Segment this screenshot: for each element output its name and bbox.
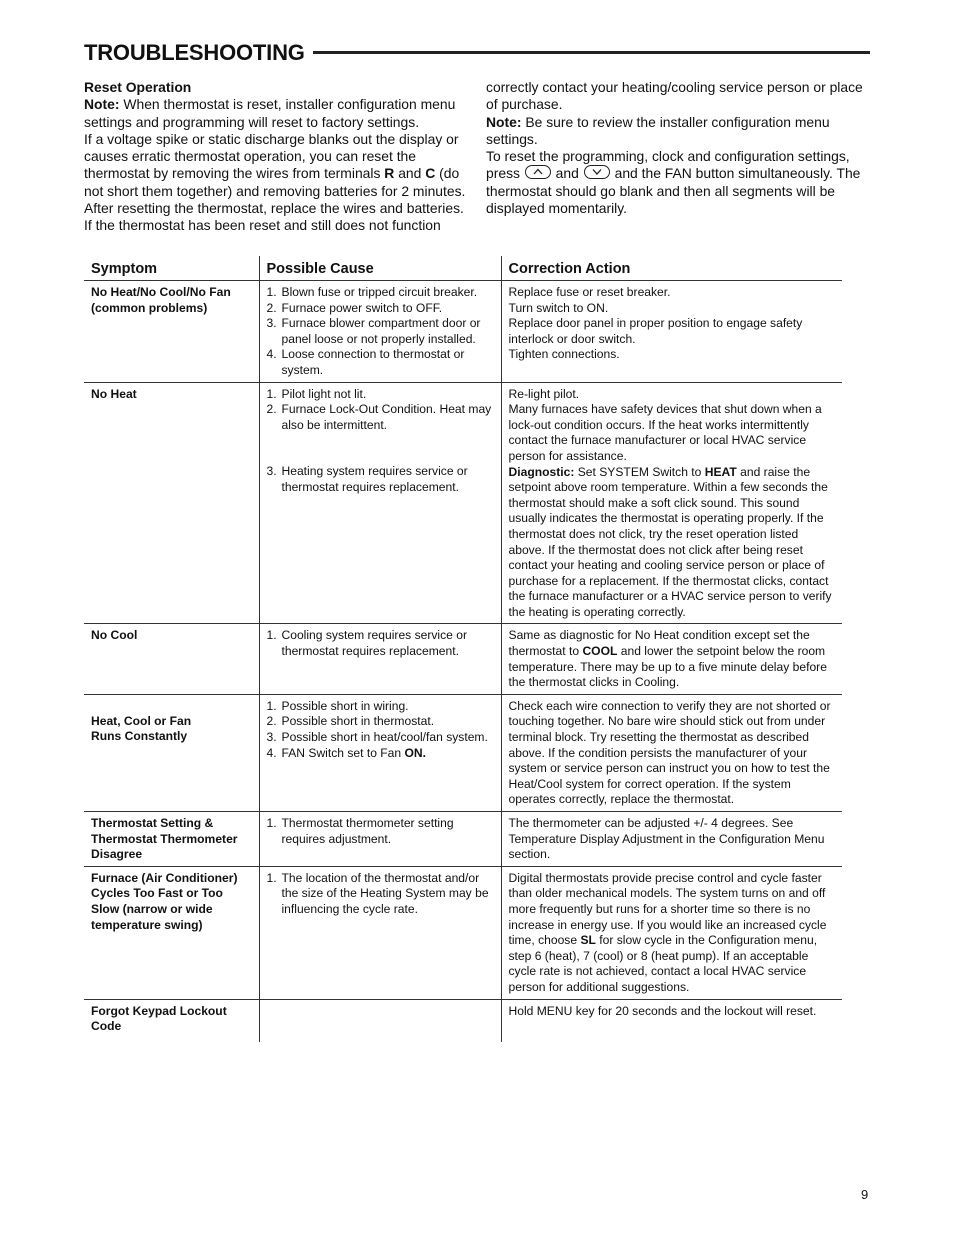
table-row — [84, 281, 842, 383]
cause-item — [266, 316, 495, 347]
action-line — [509, 871, 837, 996]
action-cell — [501, 382, 842, 624]
cause-text: Pilot light not lit. — [281, 386, 367, 401]
terminal-r: R — [384, 165, 395, 182]
action-line: Hold MENU key for 20 seconds and the lockout will reset. — [508, 1003, 817, 1018]
cause-item — [266, 816, 495, 847]
cause-number: 1. — [266, 285, 277, 299]
cause-cell — [259, 382, 501, 624]
action-cell — [501, 812, 842, 867]
symptom-line: Forgot Keypad Lockout — [91, 1003, 227, 1018]
action-line: Replace door panel in proper position to engage safety interlock or door switch. — [508, 316, 803, 346]
terminal-c: C — [425, 165, 436, 182]
symptom-cell — [84, 382, 259, 624]
reset-text: and — [551, 165, 583, 182]
symptom-line: No Cool — [91, 628, 138, 643]
cause-item — [266, 745, 495, 762]
symptom-line: temperature swing) — [91, 917, 203, 932]
cause-number: 3. — [266, 316, 277, 331]
cause-number: 1. — [266, 816, 277, 830]
column-header-correction-action: Correction Action — [501, 256, 842, 281]
symptom-line: No Heat/No Cool/No Fan — [91, 285, 231, 299]
cause-text: Furnace Lock-Out Condition. Heat may also be intermittent. — [281, 402, 492, 432]
action-part: Digital thermostats provide precise control and cycle faster than older mechanical models. The system turns on and off more frequently but runs for a shorter time so there is no increase in energy use. If you would like an increased cycle time, choose — [508, 870, 827, 948]
symptom-cell — [84, 281, 259, 383]
note-label: Note: — [486, 113, 522, 130]
page-title: TROUBLESHOOTING — [84, 38, 313, 68]
reset-text: To reset the programming, clock and configuration settings, press — [486, 148, 850, 182]
action-cell — [501, 866, 842, 999]
cause-item — [266, 402, 495, 433]
note-text: When thermostat is reset, installer configuration menu settings and programming will reset to factory settings. — [84, 96, 456, 130]
table-row — [84, 866, 842, 999]
cause-text: Cooling system requires service or thermostat requires replacement. — [281, 628, 468, 659]
action-part: Same as diagnostic for No Heat condition except set the thermostat to — [508, 628, 810, 659]
cause-text: Thermostat thermometer setting requires adjustment. — [281, 816, 454, 846]
symptom-line: Code — [91, 1019, 122, 1034]
table-row — [84, 624, 842, 694]
action-part: and lower the setpoint below the room temperature. There may be up to a five minute delay before the thermostat clicks in Cooling. — [508, 644, 827, 690]
cause-list — [267, 816, 495, 847]
symptom-line: Cycles Too Fast or Too — [91, 886, 223, 901]
symptom-line: (common problems) — [91, 300, 208, 315]
cause-cell — [259, 624, 501, 694]
cause-number: 1. — [266, 698, 277, 713]
reset-operation-heading: Reset Operation — [84, 79, 192, 95]
cause-item — [266, 464, 495, 495]
column-header-possible-cause: Possible Cause — [259, 256, 501, 281]
reset-text: and — [394, 165, 426, 182]
cause-item — [266, 285, 495, 301]
action-line: Re-light pilot. — [508, 386, 580, 401]
reset-text: and the FAN button simultaneously. The thermostat should go blank and then all segments will be displayed momentarily. — [486, 165, 861, 217]
diagnostic-part: Set SYSTEM Switch to — [574, 464, 705, 479]
diagnostic-part: and raise the setpoint above room temperature. Within a few seconds the thermostat should make a soft click sound. This sound usually indicates the thermostat is operating properly. If the thermostat does not click, try the reset operation listed above. If the thermostat does not click after being reset contact your heating and cooling service person or place of purchase for a replacement. If the thermostat clicks, contact the furnace manufacturer or a HVAC service person to verify the heating is operating correctly. — [508, 464, 832, 619]
cause-list — [267, 699, 495, 761]
cause-item — [266, 386, 495, 403]
cause-text: The location of the thermostat and/or the size of the Heating System may be influencing the cycle rate. — [281, 870, 489, 916]
intro-left-column — [84, 79, 468, 235]
cause-spacer — [282, 433, 495, 464]
symptom-cell — [84, 694, 259, 811]
action-cell — [501, 281, 842, 383]
cause-item — [266, 300, 495, 317]
symptom-cell — [84, 624, 259, 694]
cause-item — [266, 347, 495, 378]
cause-item — [266, 870, 495, 918]
page-header — [84, 38, 870, 68]
action-line: Turn switch to ON. — [508, 300, 609, 315]
cause-text: Possible short in thermostat. — [281, 714, 435, 729]
cause-number: 1. — [266, 870, 277, 885]
sl-keyword: SL — [580, 933, 596, 948]
note-label: Note: — [84, 96, 120, 113]
cause-cell — [259, 281, 501, 383]
reset-text: (do not short them together) and removing batteries for 2 minutes. After resetting the thermostat, replace the wires and batteries. If the thermostat has been reset and still does not function — [84, 165, 466, 234]
cause-text: Possible short in wiring. — [281, 698, 409, 713]
action-part: for slow cycle in the Configuration menu, step 6 (heat), 7 (cool) or 8 (heat pump). If an acceptable cycle rate is not achieved, contact a local HVAC service person for additional suggestions. — [508, 933, 818, 994]
reset-paragraph — [84, 131, 468, 235]
cause-text: FAN Switch set to Fan — [281, 745, 405, 760]
table-row — [84, 999, 842, 1042]
cool-keyword: COOL — [582, 644, 618, 659]
table-header-row — [84, 256, 842, 281]
cause-cell — [259, 694, 501, 811]
cause-number: 1. — [266, 386, 277, 401]
reset-note-1 — [84, 96, 468, 131]
cause-item — [266, 714, 495, 730]
symptom-line: No Heat — [91, 386, 137, 401]
intro-right-column — [486, 79, 870, 217]
table-row — [84, 382, 842, 624]
cause-number: 2. — [266, 402, 277, 417]
action-cell — [501, 624, 842, 694]
symptom-line: Heat, Cool or Fan — [91, 713, 192, 728]
symptom-line: Thermostat Thermometer — [91, 831, 238, 846]
diagnostic-label: Diagnostic: — [508, 464, 575, 479]
cause-number: 2. — [266, 714, 277, 729]
cause-text: Loose connection to thermostat or system. — [281, 347, 465, 377]
up-arrow-button-icon — [525, 165, 551, 179]
cause-list — [267, 387, 495, 496]
troubleshooting-table — [84, 256, 842, 1042]
action-line: Check each wire connection to verify they are not shorted or touching together. No bare wire should stick out from under terminal block. Try resetting the thermostat as described above. If the condition persists the manufacturer of your system or service person can instruct you on how to test the Heat/Cool system for correct operation. If the system operates correctly, replace the thermostat. — [508, 698, 831, 807]
action-cell — [501, 999, 842, 1042]
symptom-cell — [84, 866, 259, 999]
action-line: The thermometer can be adjusted +/- 4 degrees. See Temperature Display Adjustment in the Configuration Menu section. — [508, 816, 825, 862]
reset-instructions — [486, 148, 870, 217]
cause-number: 1. — [266, 628, 277, 643]
reset-text: If a voltage spike or static discharge blanks out the display or causes erratic thermostat operation, you can reset the thermostat by removing the wires from terminals — [84, 130, 459, 182]
reset-operation-section — [84, 79, 870, 239]
action-line: Many furnaces have safety devices that shut down when a lock-out condition occurs. If the heat works intermittently contact the furnace manufacturer or local HVAC service person for assistance. — [508, 402, 822, 463]
symptom-line: Disagree — [91, 847, 143, 862]
cause-item — [266, 698, 495, 715]
cause-cell — [259, 812, 501, 867]
cause-number: 4. — [266, 745, 277, 760]
reset-paragraph-continued: correctly contact your heating/cooling service person or place of purchase. — [486, 79, 863, 113]
down-arrow-button-icon — [584, 165, 610, 179]
column-header-symptom: Symptom — [84, 256, 259, 281]
cause-number: 2. — [266, 300, 277, 315]
cause-list — [267, 628, 495, 659]
symptom-line: Slow (narrow or wide — [91, 901, 213, 916]
cause-text: Possible short in heat/cool/fan system. — [281, 730, 488, 745]
symptom-line: Furnace (Air Conditioner) — [91, 870, 238, 885]
cause-item — [266, 628, 495, 659]
action-line: Replace fuse or reset breaker. — [508, 285, 671, 299]
cause-item — [266, 730, 495, 746]
cause-cell — [259, 866, 501, 999]
cause-text: Heating system requires service or thermostat requires replacement. — [281, 464, 468, 494]
cause-text: Blown fuse or tripped circuit breaker. — [281, 285, 478, 299]
table-row — [84, 812, 842, 867]
page-number: 9 — [861, 1187, 869, 1202]
cause-cell — [259, 999, 501, 1042]
table-row — [84, 694, 842, 811]
heat-keyword: HEAT — [704, 464, 737, 479]
on-keyword: ON. — [404, 745, 427, 760]
cause-text: Furnace blower compartment door or panel loose or not properly installed. — [281, 316, 481, 346]
action-cell — [501, 694, 842, 811]
symptom-cell — [84, 812, 259, 867]
reset-note-2 — [486, 114, 870, 149]
symptom-line: Thermostat Setting & — [91, 816, 214, 830]
action-line — [509, 628, 837, 690]
note-text: Be sure to review the installer configuration menu settings. — [486, 113, 830, 147]
diagnostic-text — [509, 465, 837, 621]
cause-list — [267, 871, 495, 918]
cause-number: 3. — [266, 464, 277, 479]
action-line: Tighten connections. — [508, 347, 620, 362]
cause-number: 3. — [266, 730, 277, 745]
cause-list — [267, 285, 495, 379]
symptom-cell — [84, 999, 259, 1042]
cause-text: Furnace power switch to OFF. — [281, 300, 443, 315]
symptom-line: Runs Constantly — [91, 729, 188, 744]
cause-number: 4. — [266, 347, 277, 362]
